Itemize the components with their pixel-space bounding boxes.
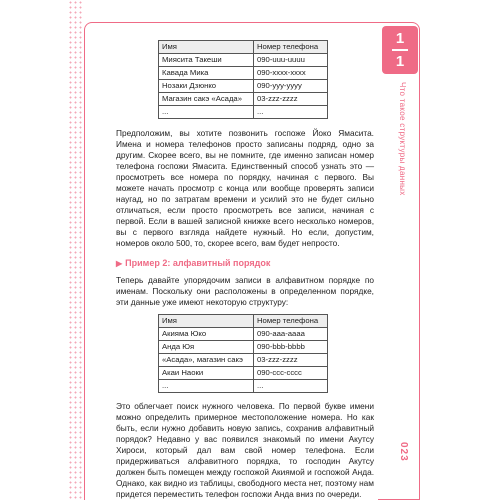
table-header-row: [159, 315, 328, 328]
column-header-phone: Номер телефона: [254, 41, 328, 54]
chapter-badge-divider: [392, 49, 408, 51]
cell-phone: 090-xxxx-xxxx: [254, 67, 328, 80]
cell-phone: ...: [254, 380, 328, 393]
dotted-margin: [68, 0, 84, 500]
cell-phone: 03-zzz-zzzz: [254, 354, 328, 367]
cell-phone: 090-ccc-cccc: [254, 367, 328, 380]
cell-name: Кавада Мика: [159, 67, 254, 80]
cell-name: Магазин сакэ «Асада»: [159, 93, 254, 106]
cell-phone: 03-zzz-zzzz: [254, 93, 328, 106]
cell-phone: 090-yyy-yyyy: [254, 80, 328, 93]
cell-phone: ...: [254, 106, 328, 119]
cell-name: «Асада», магазин сакэ: [159, 354, 254, 367]
phone-table-unsorted: [158, 40, 328, 119]
chapter-number: 1: [395, 30, 405, 47]
body-paragraph: Теперь давайте упорядочим записи в алфавитном порядке по именам. Поскольку они расположены в определенном порядке, эти данные уже имеют некоторую структуру:: [116, 275, 374, 307]
page-content: [116, 22, 374, 500]
table-row: [159, 80, 328, 93]
page-number: 023: [398, 442, 409, 462]
cell-name: Нозаки Дзюнко: [159, 80, 254, 93]
cell-name: Акаи Наоки: [159, 367, 254, 380]
body-paragraph: Предположим, вы хотите позвонить госпоже Йоко Ямасита. Имена и номера телефонов просто записаны подряд, одно за другим. Скорее всего, вы не помните, где именно записан номер телефона госпожи Ямасита. Единственный способ узнать это — просмотреть все номера по порядку, начиная с первого. Вы можете начать просмотр с конца или вообще проверять записи наугад, но по затратам времени и усилий это не будет сильно отличаться, если просто просмотреть все записи, начиная с первой. Если в вашей записной книжке всего несколько номеров, вы с первого взгляда найдете нужный. Но если, допустим, номеров около 500, то, скорее всего, вам будет непросто.: [116, 128, 374, 248]
cell-phone: 090-bbb-bbbb: [254, 341, 328, 354]
cell-phone: 090-uuu-uuuu: [254, 54, 328, 67]
table-row: [159, 106, 328, 119]
cell-name: ...: [159, 380, 254, 393]
table-row: [159, 354, 328, 367]
cell-name: ...: [159, 106, 254, 119]
cell-name: Анда Юя: [159, 341, 254, 354]
table-row: [159, 93, 328, 106]
column-header-name: Имя: [159, 315, 254, 328]
table-row: [159, 380, 328, 393]
cell-name: Акияма Юко: [159, 328, 254, 341]
table-row: [159, 328, 328, 341]
running-head: Что такое структуры данных: [398, 82, 407, 196]
column-header-name: Имя: [159, 41, 254, 54]
table-row: [159, 367, 328, 380]
table-row: [159, 341, 328, 354]
table-row: [159, 67, 328, 80]
column-header-phone: Номер телефона: [254, 315, 328, 328]
example-heading: [116, 258, 374, 269]
example-heading-text: Пример 2: алфавитный порядок: [125, 258, 271, 268]
cell-name: Миясита Такеши: [159, 54, 254, 67]
phone-table-sorted: [158, 314, 328, 393]
table-header-row: [159, 41, 328, 54]
body-paragraph: Это облегчает поиск нужного человека. По первой букве имени можно определить примерное местоположение номера. Но как быть, если нужно добавить новую запись, сохранив алфавитный порядок? Недавно у вас появился знакомый по имени Акутсу Хироси, который дал вам свой номер телефона. Если придерживаться алфавитного порядка, то господин Акутсу должен быть помещен между госпожой Акиямой и госпожой Анда. Однако, как видно из таблицы, свободного места нет, поэтому нам придется переместить телефон госпожи Анда вниз по очереди.: [116, 401, 374, 499]
cell-phone: 090-aaa-aaaa: [254, 328, 328, 341]
triangle-bullet-icon: ▶: [116, 259, 123, 268]
table-row: [159, 54, 328, 67]
chapter-badge: [382, 26, 418, 74]
section-number: 1: [395, 53, 405, 70]
